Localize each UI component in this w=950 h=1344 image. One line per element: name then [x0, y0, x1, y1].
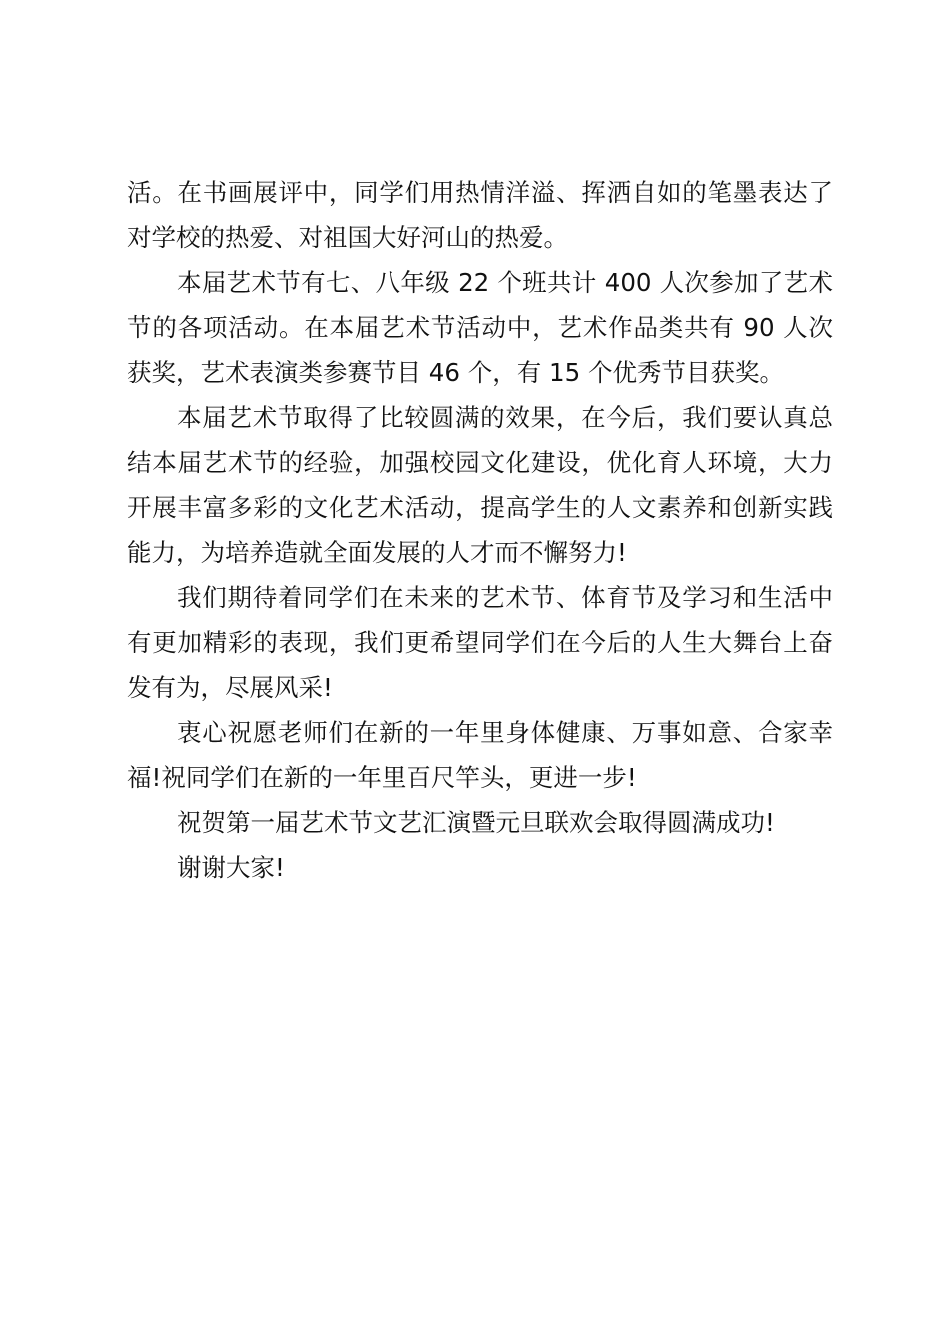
document-body: [127, 170, 833, 890]
paragraph-thanks: 谢谢大家!: [177, 853, 285, 882]
paragraph-outlook: 本届艺术节取得了比较圆满的效果，在今后，我们要认真总结本届艺术节的经验，加强校园文化建设，优化育人环境，大力开展丰富多彩的文化艺术活动，提高学生的人文素养和创新实践能力，为培养造就全面发展的人才而不懈努力!: [127, 403, 833, 567]
paragraph-participation: 本届艺术节有七、八年级 22 个班共计 400 人次参加了艺术节的各项活动。在本届艺术节活动中，艺术作品类共有 90 人次获奖，艺术表演类参赛节目 46 个，有 15 个优秀节目获奖。: [127, 268, 833, 387]
paragraph-congratulation: 祝贺第一届艺术节文艺汇演暨元旦联欢会取得圆满成功!: [177, 808, 775, 837]
paragraph-expectation: 我们期待着同学们在未来的艺术节、体育节及学习和生活中有更加精彩的表现，我们更希望同学们在今后的人生大舞台上奋发有为，尽展风采!: [127, 583, 833, 702]
paragraph-wishes: 衷心祝愿老师们在新的一年里身体健康、万事如意、合家幸福!祝同学们在新的一年里百尺竿头，更进一步!: [127, 718, 833, 792]
paragraph-continuation: 活。在书画展评中，同学们用热情洋溢、挥洒自如的笔墨表达了对学校的热爱、对祖国大好河山的热爱。: [127, 178, 833, 252]
